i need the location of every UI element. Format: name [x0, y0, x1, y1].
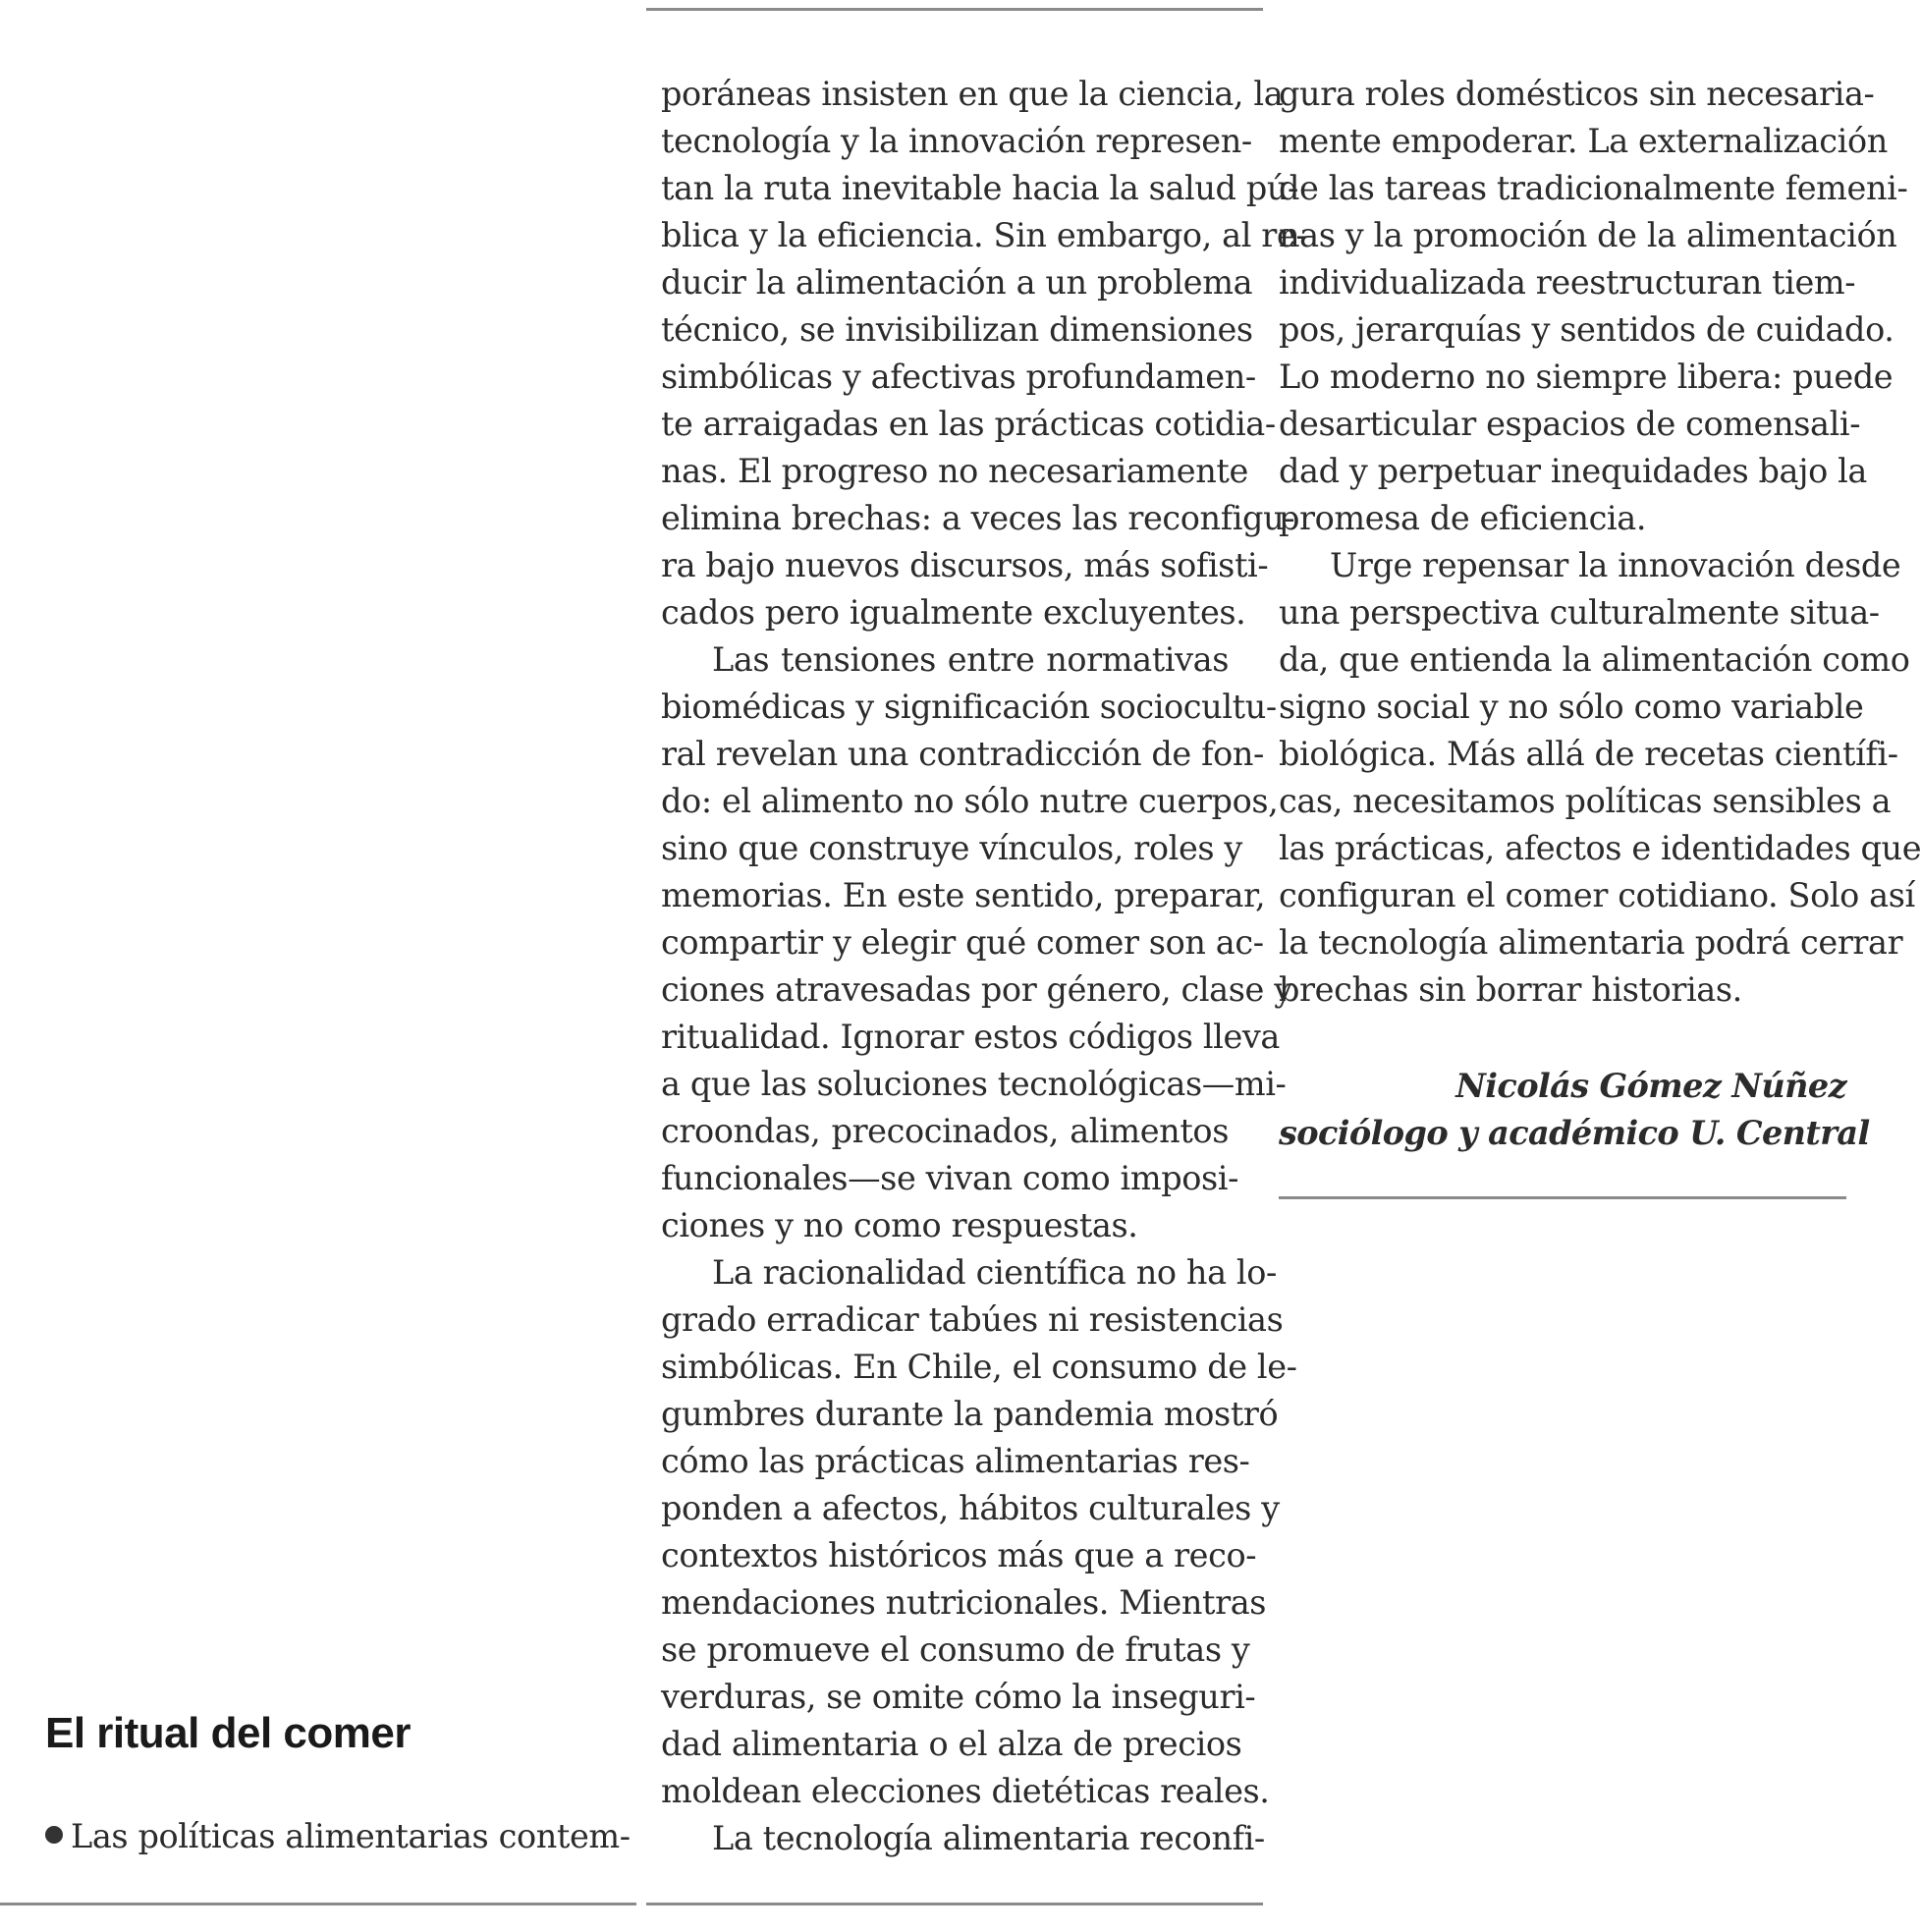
text-line: técnico, se invisibilizan dimensiones	[661, 310, 1253, 349]
text-line: ciones y no como respuestas.	[661, 1206, 1138, 1244]
text-line: do: el alimento no sólo nutre cuerpos,	[661, 782, 1279, 820]
text-line: ral revelan una contradicción de fon-	[661, 735, 1264, 773]
text-line: dad alimentaria o el alza de precios	[661, 1725, 1242, 1763]
text-line: cómo las prácticas alimentarias res-	[661, 1442, 1250, 1480]
bottom-rule-col1	[0, 1903, 636, 1905]
text-line: una perspectiva culturalmente situa-	[1279, 593, 1880, 632]
text-line: individualizada reestructuran tiem-	[1279, 263, 1856, 302]
text-line: tan la ruta inevitable hacia la salud pú-	[661, 169, 1298, 207]
text-line: se promueve el consumo de frutas y	[661, 1630, 1250, 1669]
text-line: dad y perpetuar inequidades bajo la	[1279, 452, 1867, 490]
text-line: tecnología y la innovación represen-	[661, 122, 1252, 160]
text-line: contextos históricos más que a reco-	[661, 1536, 1257, 1574]
text-line: biomédicas y significación sociocultu-	[661, 688, 1277, 726]
text-line: Lo moderno no siempre libera: puede	[1279, 358, 1894, 396]
text-line: simbólicas. En Chile, el consumo de le-	[661, 1348, 1297, 1386]
text-line: blica y la eficiencia. Sin embargo, al re-	[661, 216, 1307, 254]
text-line: las prácticas, afectos e identidades que	[1279, 829, 1921, 867]
text-line: sino que construye vínculos, roles y	[661, 829, 1242, 867]
text-line: signo social y no sólo como variable	[1279, 688, 1864, 726]
text-line: ducir la alimentación a un problema	[661, 263, 1253, 302]
text-line: ra bajo nuevos discursos, más sofisti-	[661, 546, 1269, 584]
text-line: ponden a afectos, hábitos culturales y	[661, 1489, 1280, 1527]
text-line: memorias. En este sentido, preparar,	[661, 876, 1266, 914]
lead-text: Las políticas alimentarias contem-	[71, 1817, 631, 1855]
text-line: elimina brechas: a veces las reconfigu-	[661, 499, 1295, 537]
text-line: cas, necesitamos políticas sensibles a	[1279, 782, 1892, 820]
text-line: de las tareas tradicionalmente femeni-	[1279, 169, 1908, 207]
text-line: brechas sin borrar historias.	[1279, 970, 1742, 1009]
text-line: Las tensiones entre normativas	[712, 640, 1229, 679]
text-line: verduras, se omite cómo la inseguri-	[661, 1678, 1256, 1716]
author-name: Nicolás Gómez Núñez	[1455, 1067, 1846, 1105]
text-line: compartir y elegir qué comer son ac-	[661, 923, 1264, 962]
text-line: simbólicas y afectivas profundamen-	[661, 358, 1256, 396]
text-line: Urge repensar la innovación desde	[1330, 546, 1901, 584]
text-line: La tecnología alimentaria reconfi-	[712, 1819, 1265, 1857]
text-line: funcionales—se vivan como imposi-	[661, 1159, 1239, 1197]
author-role: sociólogo y académico U. Central	[1279, 1114, 1870, 1152]
text-line: configuran el comer cotidiano. Solo así	[1279, 876, 1915, 914]
article-title: El ritual del comer	[45, 1709, 411, 1757]
signature-block	[1279, 1063, 1870, 1157]
text-line: biológica. Más allá de recetas científi-	[1279, 735, 1898, 773]
text-line: a que las soluciones tecnológicas—mi-	[661, 1065, 1287, 1103]
text-line: nas y la promoción de la alimentación	[1279, 216, 1897, 254]
text-line: ciones atravesadas por género, clase y	[661, 970, 1292, 1009]
text-line: da, que entienda la alimentación como	[1279, 640, 1910, 679]
text-line: mendaciones nutricionales. Mientras	[661, 1583, 1267, 1622]
text-line: te arraigadas en las prácticas cotidia-	[661, 405, 1276, 443]
text-line: gumbres durante la pandemia mostró	[661, 1395, 1279, 1433]
text-line: pos, jerarquías y sentidos de cuidado.	[1279, 310, 1894, 349]
text-line: ritualidad. Ignorar estos códigos lleva	[661, 1018, 1280, 1056]
text-line: moldean elecciones dietéticas reales.	[661, 1772, 1270, 1810]
text-line: La racionalidad científica no ha lo-	[712, 1253, 1277, 1292]
text-line: promesa de eficiencia.	[1279, 499, 1647, 537]
article-lead	[45, 1813, 631, 1860]
text-line: mente empoderar. La externalización	[1279, 122, 1888, 160]
body-column-3	[1279, 71, 1921, 1014]
bullet-icon	[45, 1826, 63, 1844]
bottom-rule-col2	[646, 1903, 1263, 1905]
body-column-2	[661, 71, 1307, 1862]
text-line: croondas, precocinados, alimentos	[661, 1112, 1229, 1150]
text-line: poráneas insisten en que la ciencia, la	[661, 75, 1284, 113]
text-line: nas. El progreso no necesariamente	[661, 452, 1248, 490]
text-line: la tecnología alimentaria podrá cerrar	[1279, 923, 1903, 962]
signature-rule	[1279, 1196, 1846, 1199]
text-line: desarticular espacios de comensali-	[1279, 405, 1861, 443]
text-line: cados pero igualmente excluyentes.	[661, 593, 1246, 632]
text-line: grado erradicar tabúes ni resistencias	[661, 1300, 1284, 1339]
top-rule	[646, 8, 1263, 11]
text-line: gura roles domésticos sin necesaria-	[1279, 75, 1875, 113]
